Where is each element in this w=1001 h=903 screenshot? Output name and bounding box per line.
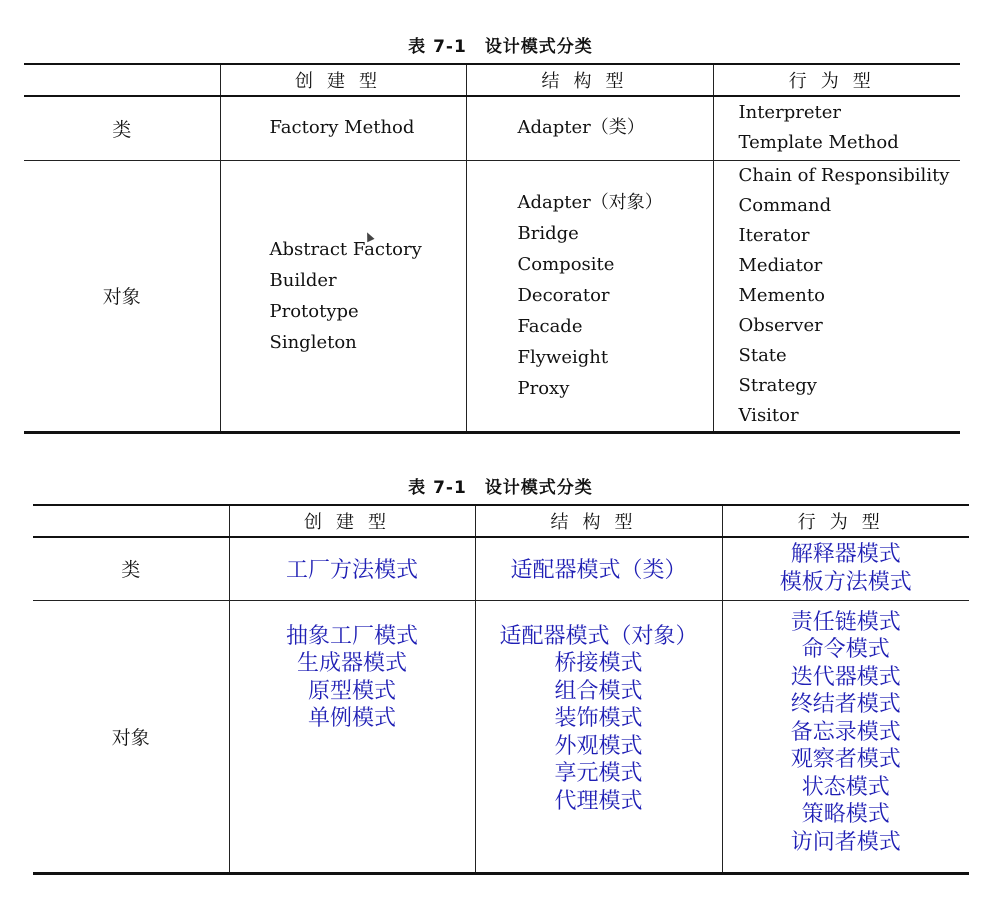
pattern-iterator-cn: 迭代器模式 xyxy=(790,664,901,690)
pattern-proxy: Proxy xyxy=(517,378,570,399)
table-header-row xyxy=(33,505,969,537)
pattern-memento: Memento xyxy=(738,284,825,306)
pattern-prototype-cn: 原型模式 xyxy=(307,678,396,704)
header-structural: 结构型 xyxy=(475,505,722,537)
pattern-adapter-class-cn: 适配器模式（类） xyxy=(510,558,687,584)
row-label-class: 类 xyxy=(33,537,229,600)
header-structural: 结构型 xyxy=(466,64,713,96)
object-behavioral-cell xyxy=(713,160,960,432)
pattern-prototype: Prototype xyxy=(269,300,359,322)
table2-caption xyxy=(0,473,1001,498)
table-row-object xyxy=(24,160,960,432)
pattern-chain-of-responsibility: Chain of Responsibility xyxy=(738,164,950,186)
pattern-adapter-class: Adapter（类） xyxy=(517,117,645,139)
pattern-interpreter-cn: 解释器模式 xyxy=(790,542,901,568)
pattern-flyweight: Flyweight xyxy=(517,347,609,368)
pattern-factory-method-cn: 工厂方法模式 xyxy=(285,558,418,584)
pattern-singleton-cn: 单例模式 xyxy=(307,706,396,731)
table1-caption xyxy=(0,32,1001,57)
pattern-composite-cn: 组合模式 xyxy=(554,678,643,704)
pattern-abstract-factory-cn: 抽象工厂模式 xyxy=(285,623,418,649)
pattern-bridge-cn: 桥接模式 xyxy=(554,651,643,676)
class-behavioral-cell xyxy=(713,96,960,160)
object-behavioral-cell xyxy=(722,600,969,873)
design-patterns-table-english xyxy=(24,63,960,434)
table-row-class xyxy=(24,96,960,160)
pattern-template-method-cn: 模板方法模式 xyxy=(779,569,912,595)
pattern-facade: Facade xyxy=(517,316,583,337)
pattern-visitor: Visitor xyxy=(738,404,799,426)
pattern-chain-of-responsibility-cn: 责任链模式 xyxy=(790,609,901,635)
object-structural-cell xyxy=(466,160,713,432)
header-empty xyxy=(33,505,229,537)
pattern-state: State xyxy=(738,344,787,366)
pattern-builder: Builder xyxy=(269,269,337,291)
header-behavioral: 行为型 xyxy=(722,505,969,537)
object-creational-cell xyxy=(220,160,466,432)
pattern-command-cn: 命令模式 xyxy=(801,637,890,662)
pattern-proxy-cn: 代理模式 xyxy=(554,788,643,814)
pattern-interpreter: Interpreter xyxy=(738,102,841,124)
pattern-strategy-cn: 策略模式 xyxy=(801,802,890,827)
table2-caption-number: 表 7-1 xyxy=(408,478,467,498)
pattern-visitor-cn: 访问者模式 xyxy=(790,829,901,855)
pattern-adapter-object: Adapter（对象） xyxy=(517,192,663,213)
pattern-mediator: Mediator xyxy=(738,254,823,276)
table-row-object xyxy=(33,600,969,873)
pattern-singleton: Singleton xyxy=(269,331,357,353)
class-creational-cell xyxy=(229,537,475,600)
class-structural-cell xyxy=(475,537,722,600)
pattern-memento-cn: 备忘录模式 xyxy=(790,719,901,745)
row-label-object: 对象 xyxy=(24,160,220,432)
pattern-command: Command xyxy=(738,194,832,216)
pattern-mediator-cn: 终结者模式 xyxy=(790,692,901,717)
table-header-row xyxy=(24,64,960,96)
pattern-decorator: Decorator xyxy=(517,285,610,306)
header-creational: 创建型 xyxy=(229,505,475,537)
class-creational-cell xyxy=(220,96,466,160)
table1-caption-number: 表 7-1 xyxy=(408,37,467,57)
pattern-builder-cn: 生成器模式 xyxy=(296,651,407,676)
pattern-observer: Observer xyxy=(738,314,823,336)
pattern-flyweight-cn: 享元模式 xyxy=(554,761,643,786)
row-label-object: 对象 xyxy=(33,600,229,873)
pattern-iterator: Iterator xyxy=(738,224,810,246)
pattern-decorator-cn: 装饰模式 xyxy=(554,706,643,731)
header-behavioral: 行为型 xyxy=(713,64,960,96)
object-structural-cell xyxy=(475,600,722,873)
pattern-state-cn: 状态模式 xyxy=(801,774,890,800)
pattern-observer-cn: 观察者模式 xyxy=(790,747,901,772)
table2-caption-title: 设计模式分类 xyxy=(484,478,593,498)
pattern-abstract-factory: Abstract Factory xyxy=(269,238,422,260)
pattern-composite: Composite xyxy=(517,254,615,275)
class-behavioral-cell xyxy=(722,537,969,600)
pattern-facade-cn: 外观模式 xyxy=(554,733,643,759)
pattern-factory-method: Factory Method xyxy=(269,117,415,139)
pattern-strategy: Strategy xyxy=(738,374,817,396)
row-label-class: 类 xyxy=(24,96,220,160)
table-row-class xyxy=(33,537,969,600)
table1-caption-title: 设计模式分类 xyxy=(484,37,593,57)
pattern-bridge: Bridge xyxy=(517,223,579,244)
object-creational-cell xyxy=(229,600,475,873)
pattern-adapter-object-cn: 适配器模式（对象） xyxy=(499,623,698,649)
pattern-template-method: Template Method xyxy=(738,132,899,154)
header-creational: 创建型 xyxy=(220,64,466,96)
design-patterns-table-chinese xyxy=(33,504,969,875)
class-structural-cell xyxy=(466,96,713,160)
header-empty xyxy=(24,64,220,96)
